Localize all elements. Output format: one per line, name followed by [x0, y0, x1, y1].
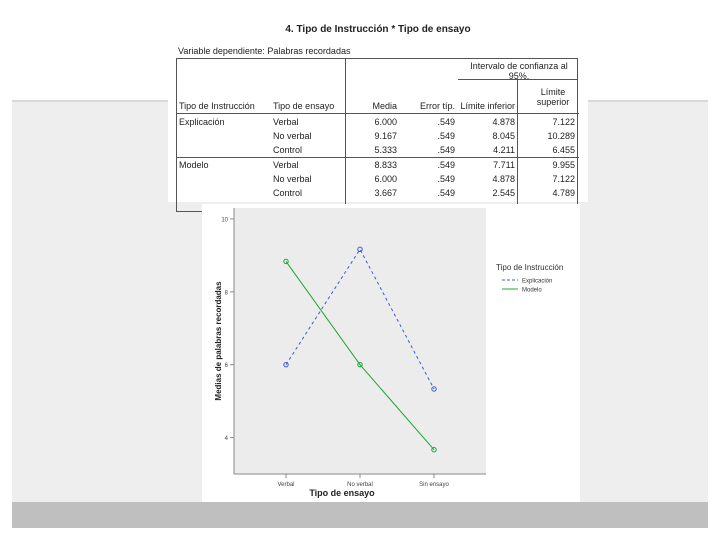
row-error: .549	[437, 160, 455, 170]
row-ensayo: No verbal	[273, 131, 312, 141]
x-axis-label: Tipo de ensayo	[309, 488, 375, 498]
col-header-error: Error típ.	[419, 101, 455, 111]
row-media: 3.667	[374, 188, 397, 198]
row-ensayo: Verbal	[273, 160, 299, 170]
col-header-media: Media	[372, 101, 397, 111]
row-ensayo: Control	[273, 188, 303, 198]
line-chart	[202, 204, 580, 502]
row-upper: 7.122	[552, 174, 575, 184]
row-upper: 7.122	[552, 117, 575, 127]
row-lower: 7.711	[493, 160, 515, 170]
col-header-upper: Límite superior	[536, 87, 570, 107]
group-rule	[177, 157, 579, 158]
y-tick-label: 6	[224, 363, 228, 370]
legend-entry: Modelo	[522, 287, 542, 294]
x-tick-label: No verbal	[347, 482, 373, 488]
spss-table-panel	[168, 18, 588, 202]
row-error: .549	[437, 188, 455, 198]
row-lower: 4.878	[492, 117, 515, 127]
group-name: Modelo	[179, 160, 209, 170]
row-ensayo: Control	[273, 145, 303, 155]
plot-area	[234, 208, 486, 474]
row-lower: 8.045	[492, 131, 515, 141]
slide-footer-band	[12, 502, 708, 528]
table-title: 4. Tipo de Instrucción * Tipo de ensayo	[285, 24, 471, 35]
row-media: 6.000	[374, 174, 397, 184]
row-error: .549	[437, 174, 455, 184]
y-tick-label: 10	[221, 217, 228, 224]
row-upper: 9.955	[552, 160, 575, 170]
group-name: Explicación	[179, 117, 225, 127]
row-error: .549	[437, 117, 455, 127]
row-lower: 2.545	[492, 188, 515, 198]
row-lower: 4.211	[493, 145, 515, 155]
col-header-ensayo: Tipo de ensayo	[273, 101, 335, 111]
x-tick-label: Verbal	[277, 482, 295, 488]
row-media: 9.167	[374, 131, 397, 141]
row-ensayo: No verbal	[273, 174, 312, 184]
x-tick-label: Sin ensayo	[419, 482, 449, 488]
row-ensayo: Verbal	[273, 117, 299, 127]
row-upper: 4.789	[552, 188, 575, 198]
col-header-lower: Límite inferior	[460, 101, 515, 111]
col-header-instruccion: Tipo de Instrucción	[179, 101, 255, 111]
table-frame	[176, 58, 578, 212]
row-error: .549	[437, 131, 455, 141]
row-lower: 4.878	[492, 174, 515, 184]
y-tick-label: 4	[224, 436, 228, 443]
chart-panel	[202, 204, 580, 502]
row-upper: 6.455	[552, 145, 575, 155]
y-axis-label: Medias de palabras recordadas	[214, 281, 223, 401]
row-upper: 10.289	[547, 131, 575, 141]
y-tick-label: 8	[224, 290, 228, 297]
ci-column-rule	[517, 79, 518, 213]
row-error: .549	[437, 145, 455, 155]
row-media: 5.333	[374, 145, 397, 155]
ci-header: Intervalo de confianza al 95%.	[470, 61, 568, 81]
dependent-variable-label: Variable dependiente: Palabras recordadas	[178, 46, 351, 56]
legend-entry: Explicación	[522, 278, 553, 285]
row-media: 6.000	[374, 117, 397, 127]
legend-title: Tipo de Instrucción	[496, 263, 564, 272]
header-rule	[177, 113, 579, 114]
row-media: 8.833	[374, 160, 397, 170]
